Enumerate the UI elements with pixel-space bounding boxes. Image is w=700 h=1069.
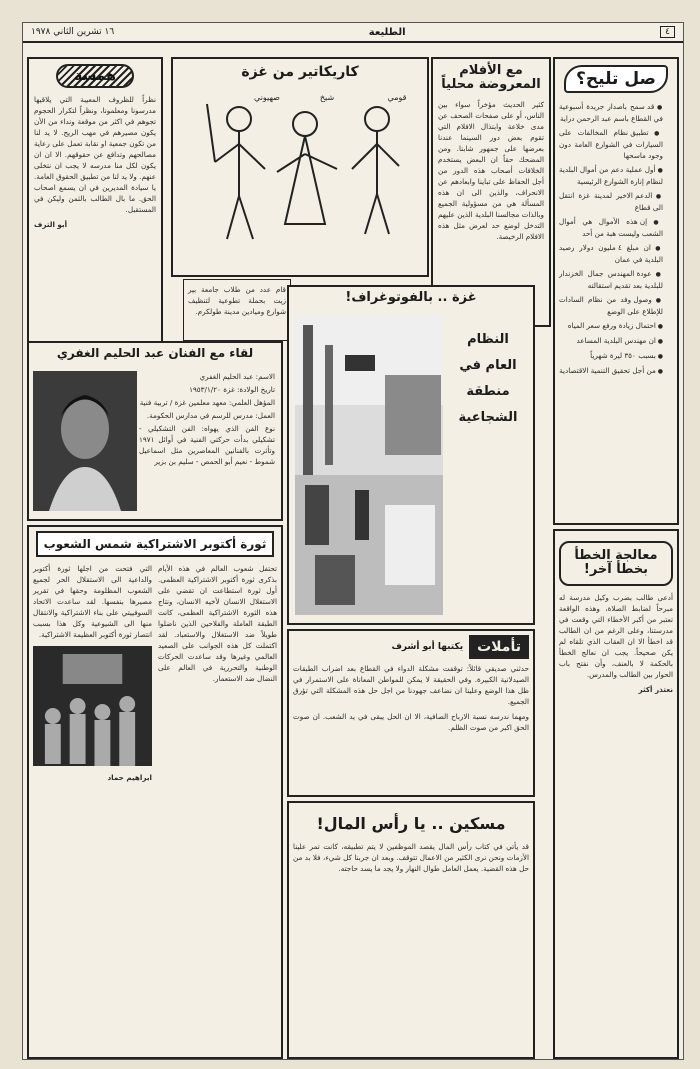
artist-portrait xyxy=(33,371,137,511)
baton-line xyxy=(207,104,215,162)
halaltun-item: ● الدعم الاخير لمدينة غزة انتقل الى قطاع xyxy=(559,190,663,213)
mistake-section xyxy=(553,529,679,1059)
mistake-title: معالجة الخطأ بخطأ آخر! xyxy=(559,541,673,586)
october-col-right: تحتفل شعوب العالم في هذه الأيام بذكرى ثورة أكتوبر الاشتراكية العظمى. أول ثورة استطاعت ان تقضي على الاستغلال الانسان لأخيه الانسان، ونتاج هذه الثورة الاشتراكية العظمى، كانت الطبقة العاملة والفلاحين الذين ناضلوا طويلاً ضد الاستغلال والاستعباد. لقد اكتملت كل هذه الجوانب على الصعيد العالمي وغيرها وقد ساعدت الحركات الوطنية والتحررية في العالم على النضال ضد الاستعمار. xyxy=(158,564,277,683)
caricature-label-left: صهيوني xyxy=(254,93,280,103)
october-columns xyxy=(33,563,277,783)
interview-line: المؤهل العلمي: معهد معلمين غزة / تربية فنية xyxy=(139,398,275,407)
interview-section xyxy=(27,341,283,521)
photo-feature-section xyxy=(287,285,535,625)
interview-line: الاسم: عبد الحليم الغفري xyxy=(199,372,275,381)
halaltun-item: ● احتمال زيادة ورفع سعر المياه xyxy=(559,320,663,332)
publication-name: الطليعة xyxy=(368,26,406,38)
interview-line: تاريخ الولادة: غزة ١٩٥٣/١/٢٠ xyxy=(189,385,275,394)
halaltun-item: ● قد سمح باصدار جريدة أسبوعية في القطاع باسم عبد الرحمن دراية xyxy=(559,101,663,124)
figure-left-head xyxy=(227,107,251,131)
hamsa-section xyxy=(27,57,163,347)
taamulat-text-2: ومهما ندرسه نسبة الارباح الصافية، الا ان الحل يبقى في يد الشعب. ان صوت الحق اكبر من صوت الظلم. xyxy=(293,712,529,732)
hamsa-title: همسة xyxy=(34,64,156,88)
halaltun-item: ● وصول وفد من نظام السادات للإطلاع على الوضع xyxy=(559,294,663,317)
capital-text: قد يأتي في كتاب رأس المال يقصد الموظفين لا يتم تطبيقه، كانت تمر علينا الأزمات ونحن نرى الكثير من الاعمال تتوقف. وبعد ان جربنا كل شيء، فلا بد من حل هذه القضية. يعمل العامل طوال النهار ولا يجد ما يسد حاجته. xyxy=(293,841,529,873)
mistake-text: أدعى طالب بضرب وكيل مدرسة له مبرحاً لضابط الصلاة، وهذه الواقعة تعتبر من أكبر الأخطاء التي وقعت في مدرستنا، وعلى الرغم من ان الطالب قد اخطأ الا ان العقاب الذي تلقاه لم يكن صحيحاً. يجب ان نعالج الخطأ بالحكمة لا بالعنف، وأن نفتح باب الحوار بين الطالب والمدرس. xyxy=(559,592,673,679)
figure-mid-robe xyxy=(277,136,337,224)
halaltun-item: ● ان مبلغ ٤ مليون دولار رصيد البلدية في عمان xyxy=(559,242,663,265)
mistake-signoff: نعتذر أكثر xyxy=(638,684,673,694)
capital-section xyxy=(287,801,535,1059)
crowd-illustration xyxy=(33,646,152,766)
halaltun-item: ● إن هذه الأموال هي أموال الشعب وليست هبة من أحد xyxy=(559,216,663,239)
hamsa-signoff: أبو الترف xyxy=(34,220,68,229)
issue-date: ١٦ تشرين الثاني ١٩٧٨ xyxy=(31,27,115,37)
interview-line: نوع الفن الذي يهواه: الفن التشكيلي - تشكيلي بدأت حركتي الفنية في أوائل ١٩٧١ وتأثرت بالفنانين المعاصرين مثل اسماعيل شموط - نعيم أبو الحمص - سليم بن بزير xyxy=(139,424,275,466)
october-title: ثورة أكتوبر الاشتراكية شمس الشعوب xyxy=(33,531,277,557)
october-col-left: التي فتحت من اجلها ثورة أكتوبر والداعية الى الاستقلال الحر لجميع الشعوب المظلومة وحقها في تقرير مصيرها بنفسها. لقد ساعدت الاتحاد السوفييتي على بناء الاشتراكية والانتقال منها الى الشيوعية وكل هذا بسبب انتصار ثورة أكتوبر العظيمة الاشتراكية. ابراهيم حماد xyxy=(33,564,152,782)
halaltun-item: ● من أجل تحقيق التنمية الاقتصادية xyxy=(559,365,663,377)
hamsa-text: نظراً للظروف المعيبة التي يلاقيها مدرسونا ومعلمونا، ونظراً لتكرار الحجوم تجوهم في اكثر من موقعة ونداء من الأن يكون مصيرهم في مهب الريح. لا يد لنا من تكون جمعية او نقابة تعمل على رعاية مصالحهم وتدافع عن حقوقهم. الا ان ان يكون لكل منا مدرسه لا يجب ان نتخلى عنهم. ولا يد لنا من تطبيق الحقوق العامة. يا سيادة المديرين في ان يسمع اصحاب الحق. ما بال الطالب بالثمن وليكن في المستقبل. xyxy=(34,95,156,214)
cinema-text: كثير الحديث مؤخراً سواء بين الناس، أو على صفحات الصحف عن مدى خلاعة وابتذال الافلام التي تقوم بعض دور السينما عندنا بعرضها على جمهور شابنا. ومن المضحك حقاً ان البعض يستخدم الخلافات أصحاب هذه الدور من أجل الحفاظ على تباينا وابعادهم عن الانحراف، والذين الى ان هذه المسألة هي من مسؤولية الجميع وبالذات مجالسنا البلدية الذين عليهم التدخل لوضع حد لعرض مثل هذه الافلام الرخيصة. xyxy=(438,99,544,241)
page-header xyxy=(23,23,683,43)
caricature-drawing xyxy=(177,84,423,260)
capital-title: مسكين .. يا رأس المال! xyxy=(316,814,506,833)
interview-title: لقاء مع الفنان عبد الحليم الغفري xyxy=(56,346,254,360)
october-section xyxy=(27,525,283,1059)
photo-feature-title: غزة .. بالفوتوغراف! xyxy=(345,290,477,305)
halaltun-section xyxy=(553,57,679,525)
figure-left-body xyxy=(215,131,265,239)
street-photo xyxy=(295,315,443,615)
figure-right-head xyxy=(365,107,389,131)
halaltun-item: ● بسبب ٣٥٠ ليرة شهرياً xyxy=(559,350,663,362)
figure-right-body xyxy=(352,131,399,234)
halaltun-title: صل تليح؟ xyxy=(559,65,673,93)
halaltun-item: ● تطبيق نظام المخالفات على السيارات في الشوارع العامة دون وجود ماسحها xyxy=(559,127,663,161)
caricature-label-right: قومي xyxy=(387,93,407,103)
halaltun-list xyxy=(559,101,673,377)
halaltun-item: ● أول عملية دعم من أموال البلدية لنظام إنارة الشوارع الرئيسية xyxy=(559,164,663,187)
newspaper-page xyxy=(22,22,684,1060)
taamulat-section xyxy=(287,629,535,797)
interview-note: قام عدد من طلاب جامعة بير زيت بحملة تطوعية لتنظيف شوارع وميادين مدينة طولكرم. xyxy=(183,279,291,341)
cinema-title: مع الأفلام المعروضة محلياً xyxy=(441,63,541,93)
page-number: ٤ xyxy=(660,26,675,38)
taamulat-header: تأملات يكتبها أبو أشرف xyxy=(293,635,529,659)
caricature-label-mid: شيخ xyxy=(319,93,335,103)
halaltun-item: ● ان مهندس البلدية المساعد xyxy=(559,335,663,347)
caricature-section xyxy=(171,57,429,277)
figure-mid-head xyxy=(293,112,317,136)
halaltun-item: ● عودة المهندس جمال الخزندار للبلدية بعد تقديم استقالته xyxy=(559,268,663,291)
taamulat-text: حدثني صديقي قائلاً: توقفت مشكلة الدواء في القطاع بعد اضراب الطبقات الصيدلانية الكبيرة. وفي الحقيقة لا يمكن للمواطن المعاناة على الاستمرار في ظل هذا الوضع وعلينا ان نضاعف جهودنا من اجل حل هذه المشكلة التي تؤرق الجميع. xyxy=(293,664,529,706)
caricature-title: كاريكاتير من غزة xyxy=(241,64,359,80)
interview-lines xyxy=(139,371,275,469)
october-signoff: ابراهيم حماد xyxy=(107,773,152,782)
interview-line: العمل: مدرس للرسم في مدارس الحكومة. xyxy=(146,411,275,420)
photo-side-label: النظام العام في منطقة الشجاعية xyxy=(458,332,518,425)
